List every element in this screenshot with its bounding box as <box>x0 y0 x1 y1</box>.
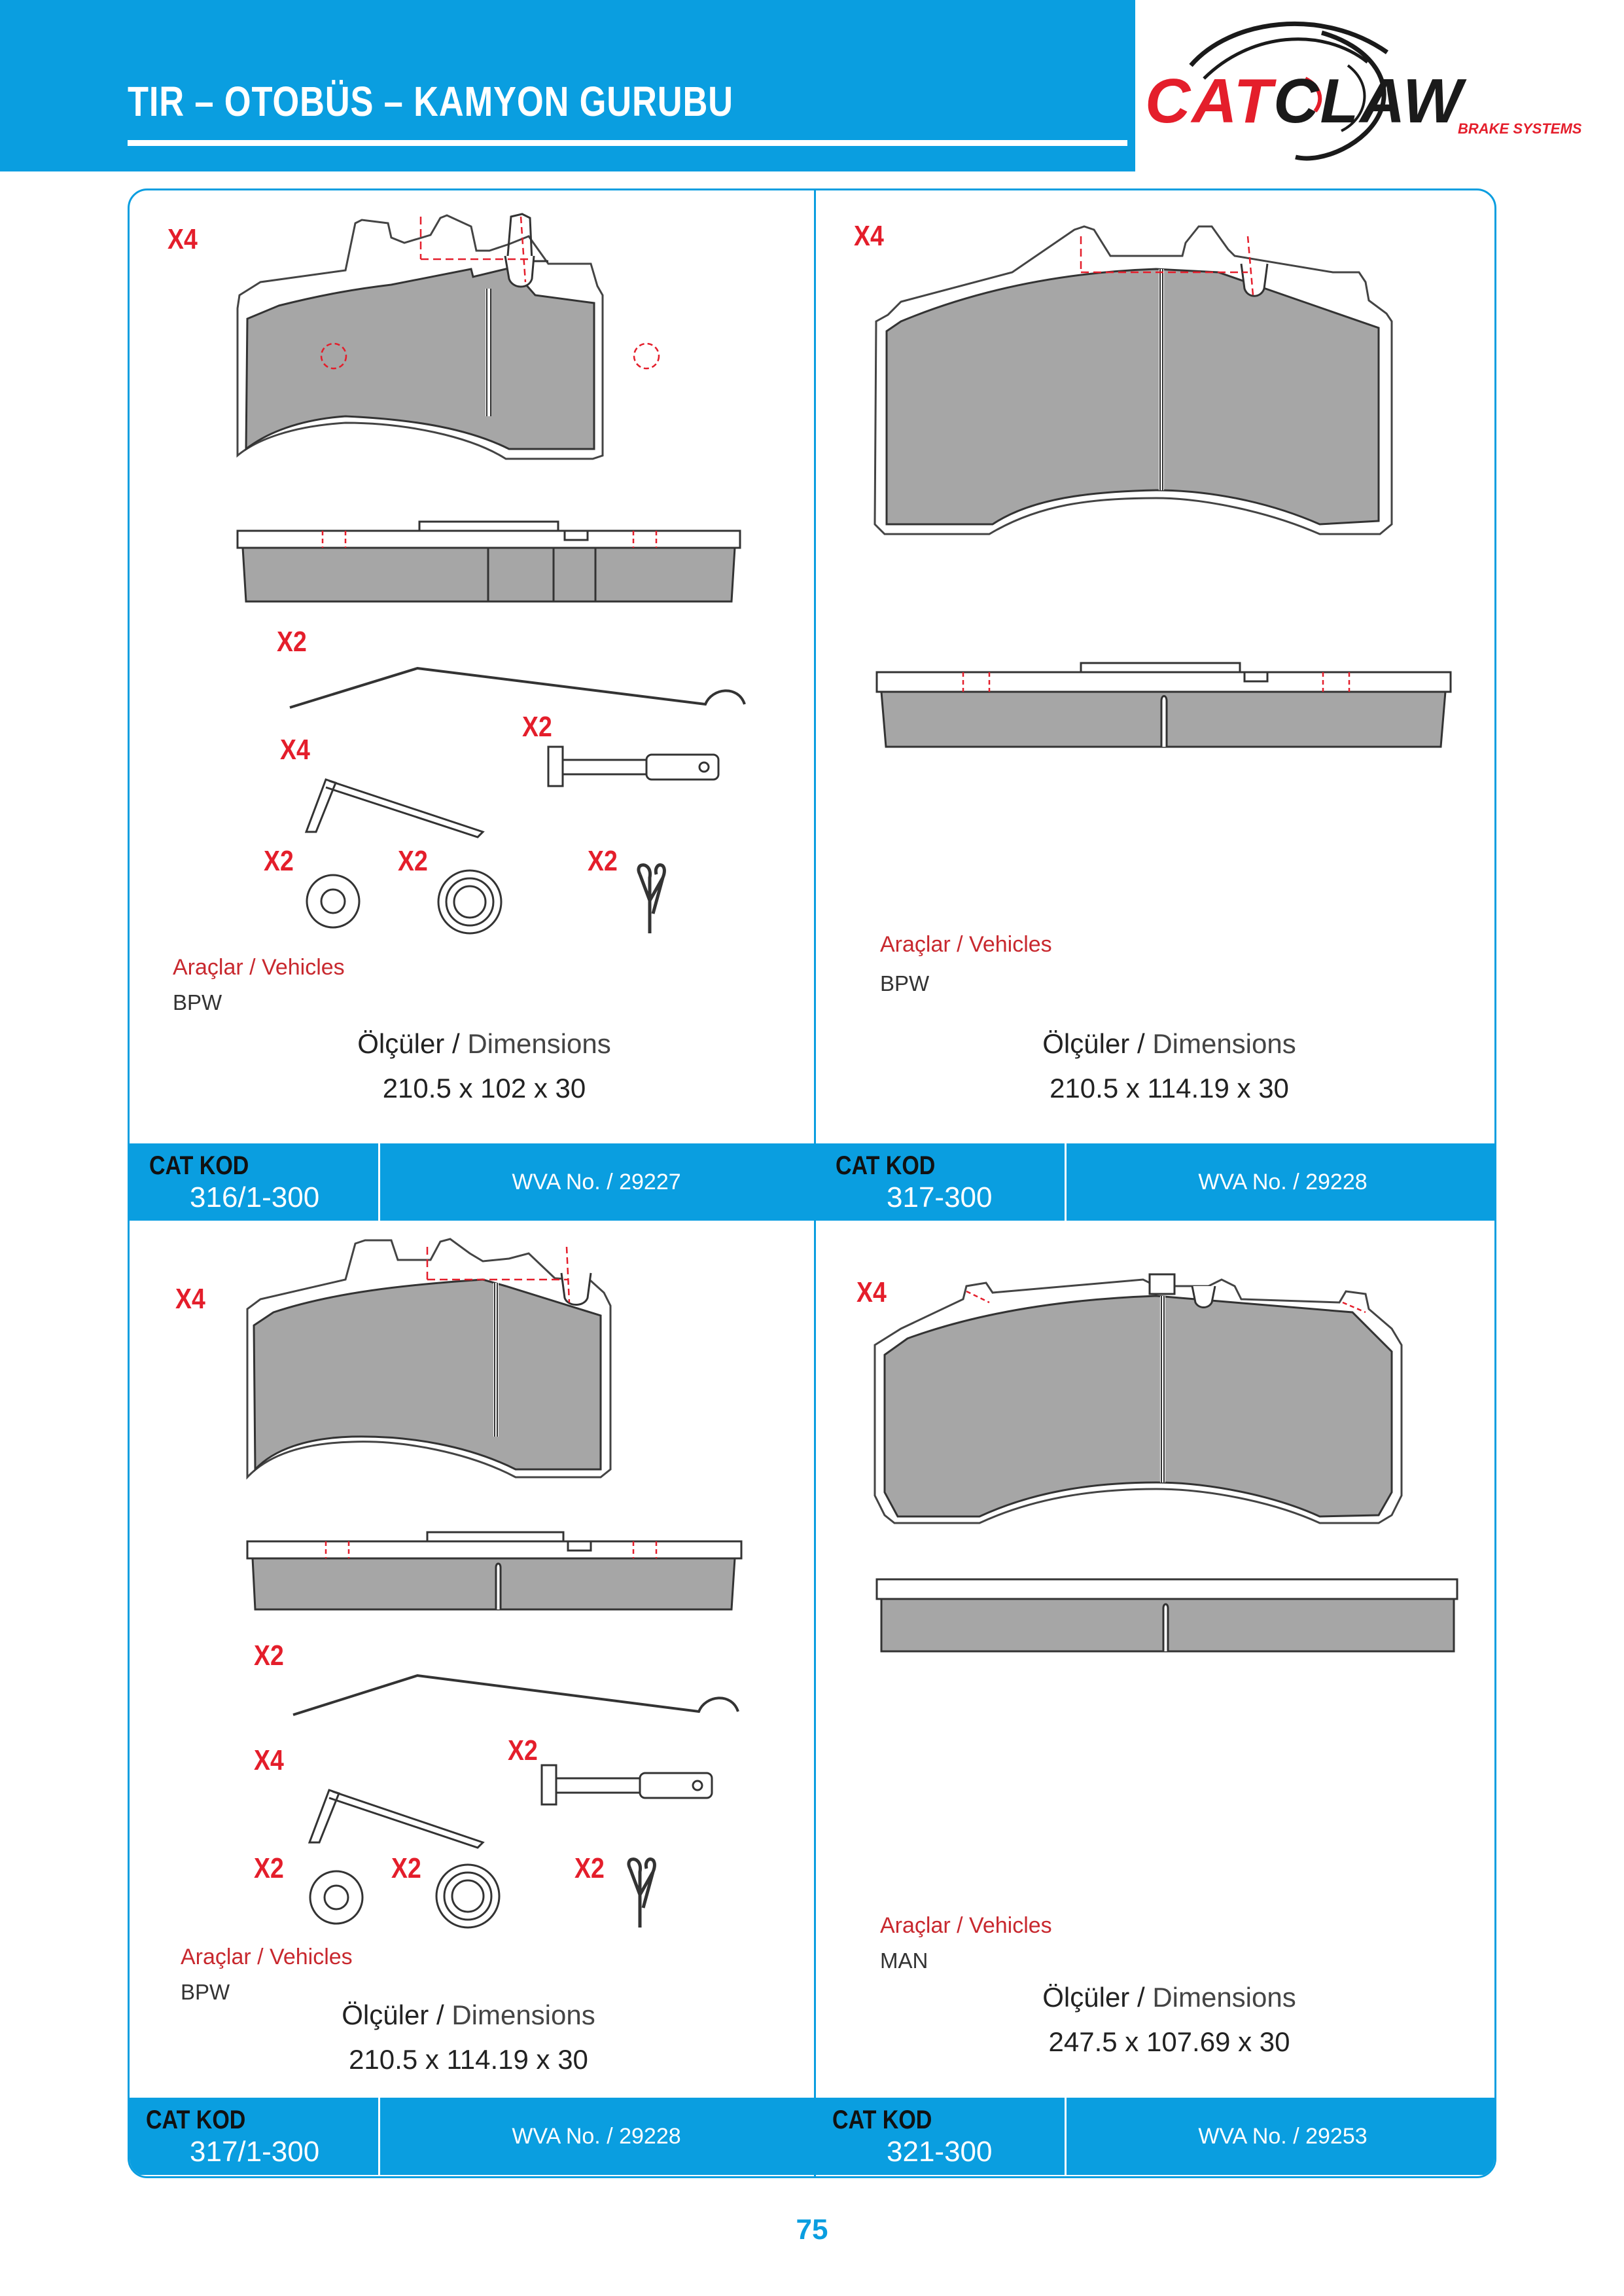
vehicle-value: BPW <box>181 1980 230 2004</box>
dimensions-value: 247.5 x 107.69 x 30 <box>1048 2026 1290 2057</box>
dimensions-label: Ölçüler / Dimensions <box>342 2000 595 2030</box>
cat-code: 317/1-300 <box>190 2136 320 2168</box>
brake-pad-side-drawing <box>130 498 813 629</box>
retaining-pin-icon <box>542 1759 738 1824</box>
page-number: 75 <box>796 2214 828 2246</box>
accessory-quantity: X2 <box>264 845 294 877</box>
accessory-quantity: X2 <box>508 1734 538 1767</box>
pad-quantity: X4 <box>175 1283 205 1315</box>
product-card-321-300 <box>816 1221 1496 2098</box>
accessory-quantity: X2 <box>254 1852 284 1884</box>
dimensions-value: 210.5 x 102 x 30 <box>382 1073 586 1103</box>
accessory-quantity: X2 <box>254 1640 284 1672</box>
cat-kod-label: CAT KOD <box>149 1151 249 1180</box>
retaining-spring-icon <box>290 1649 761 1728</box>
brake-pad-front-drawing <box>816 190 1496 557</box>
retaining-spring-icon <box>287 642 758 721</box>
cat-code: 321-300 <box>887 2136 993 2168</box>
vehicles-label: Araçlar / Vehicles <box>181 1945 353 1969</box>
brake-pad-front-drawing <box>130 1221 813 1548</box>
accessory-quantity: X2 <box>588 845 618 877</box>
cat-kod-label: CAT KOD <box>146 2106 246 2134</box>
accessory-quantity: X2 <box>391 1852 421 1884</box>
code-band <box>816 2098 1496 2175</box>
accessory-quantity: X2 <box>398 845 428 877</box>
product-grid <box>128 188 1496 2178</box>
bushing-icon <box>434 1862 506 1934</box>
cat-code: 316/1-300 <box>190 1181 320 1213</box>
accessory-quantity: X2 <box>277 626 307 658</box>
accessory-quantity: X2 <box>574 1852 605 1884</box>
washer-icon <box>303 871 368 937</box>
dimensions-value: 210.5 x 114.19 x 30 <box>1050 1073 1289 1103</box>
dimensions-label: Ölçüler / Dimensions <box>1042 1028 1296 1059</box>
accessory-quantity: X4 <box>254 1744 284 1776</box>
split-pin-icon <box>617 1856 663 1934</box>
vehicles-label: Araçlar / Vehicles <box>880 1913 1052 1938</box>
code-band <box>816 1143 1496 1221</box>
cat-kod-label: CAT KOD <box>836 1151 936 1180</box>
wva-number: WVA No. / 29228 <box>1198 1170 1368 1194</box>
clip-spring-icon <box>300 740 496 838</box>
washer-icon <box>306 1867 372 1933</box>
logo-subtitle: BRAKE SYSTEMS <box>1458 120 1582 137</box>
accessory-quantity: X4 <box>280 734 310 766</box>
vehicle-value: BPW <box>173 990 222 1014</box>
header-rule <box>128 140 1127 146</box>
pad-quantity: X4 <box>168 223 198 255</box>
vehicle-value: MAN <box>880 1948 928 1973</box>
dimensions-label: Ölçüler / Dimensions <box>1042 1982 1296 2013</box>
vehicles-label: Araçlar / Vehicles <box>880 932 1052 957</box>
brake-pad-side-drawing <box>130 1509 813 1640</box>
retaining-pin-icon <box>548 740 745 806</box>
product-card-317-300 <box>816 190 1496 1143</box>
cat-code: 317-300 <box>887 1181 993 1213</box>
wva-number: WVA No. / 29227 <box>512 1170 681 1194</box>
logo-wordmark: CATCLAW <box>1145 66 1464 136</box>
wva-number: WVA No. / 29253 <box>1198 2124 1368 2149</box>
pad-quantity: X4 <box>856 1276 887 1308</box>
brake-pad-side-drawing <box>816 1548 1496 1679</box>
page-title: TIR – OTOBÜS – KAMYON GURUBU <box>128 78 733 125</box>
code-band <box>130 2098 814 2175</box>
dimensions-label: Ölçüler / Dimensions <box>357 1028 611 1059</box>
cat-kod-label: CAT KOD <box>832 2106 932 2134</box>
vehicles-label: Araçlar / Vehicles <box>173 955 345 980</box>
clip-spring-icon <box>303 1751 499 1849</box>
pad-quantity: X4 <box>854 220 884 252</box>
vehicle-value: BPW <box>880 971 930 996</box>
accessory-quantity: X2 <box>522 711 552 743</box>
product-card-317-1-300 <box>130 1221 813 2098</box>
split-pin-icon <box>627 861 673 940</box>
dimensions-value: 210.5 x 114.19 x 30 <box>349 2044 588 2075</box>
bushing-icon <box>436 868 508 940</box>
wva-number: WVA No. / 29228 <box>512 2124 681 2149</box>
code-band <box>130 1143 814 1221</box>
product-card-316-1-300 <box>130 190 813 1221</box>
brake-pad-side-drawing <box>816 649 1496 780</box>
brake-pad-front-drawing <box>816 1221 1496 1561</box>
